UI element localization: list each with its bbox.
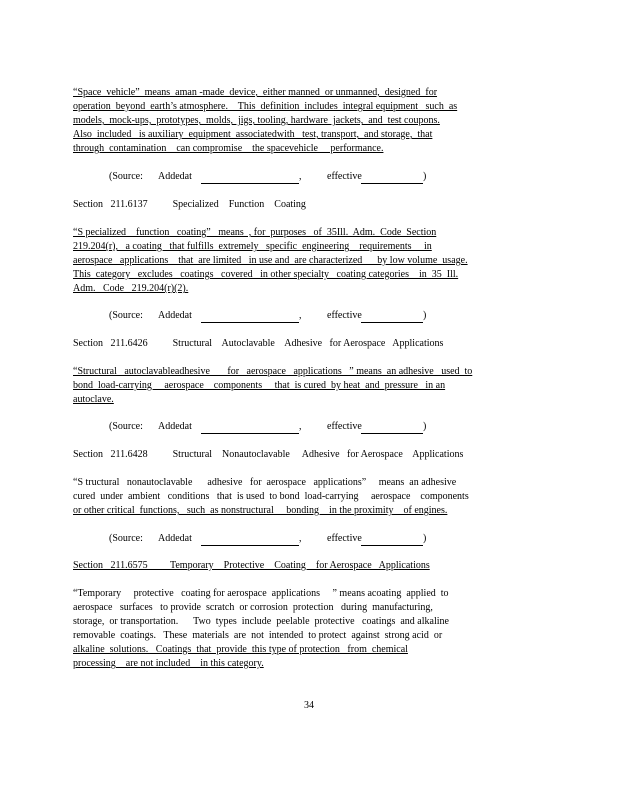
source-comma: , — [299, 171, 302, 182]
source-effective-label: effective — [327, 533, 362, 544]
source-added-label: Addedat — [158, 171, 192, 182]
blank-line — [361, 322, 423, 323]
text-line: “Temporary protective coating for aerospace applications ” means acoating applied to — [73, 588, 449, 599]
blank-line — [201, 183, 299, 184]
text-line: This category excludes coatings covered in other specialty coating categories in 35 Ill. — [73, 269, 459, 280]
section-6575-definition — [73, 587, 503, 671]
source-label: (Source: — [109, 421, 143, 432]
source-effective-label: effective — [327, 421, 362, 432]
source-close: ) — [423, 421, 427, 432]
text-line: operation beyond earth’s atmosphere. This definition includes integral equipment such as — [73, 101, 458, 112]
section-heading: Section 211.6137 Specialized Function Coating — [73, 199, 306, 210]
blank-line — [361, 545, 423, 546]
text-line: bond load-carrying aerospace components that is cured by heat and pressure in an — [73, 380, 446, 391]
text-line: “Space vehicle” means aman -made device, either manned or unmanned, designed for — [73, 87, 438, 98]
blank-line — [201, 433, 299, 434]
section-heading: Section 211.6426 Structural Autoclavable Adhesive for Aerospace Applications — [73, 338, 444, 349]
text-line: storage, or transportation. Two types include peelable protective coatings and alkaline — [73, 616, 449, 627]
source-added-label: Addedat — [158, 310, 192, 321]
text-line: aerospace applications that are limited in use and are characterized by low volume usage. — [73, 255, 468, 266]
text-line: removable coatings. These materials are not intended to protect against strong acid or — [73, 630, 443, 641]
text-line: Also included is auxiliary equipment associatedwith test, transport, and storage, that — [73, 129, 433, 140]
source-label: (Source: — [109, 533, 143, 544]
source-close: ) — [423, 533, 427, 544]
section-6428-definition — [73, 476, 503, 518]
text-line: “Structural autoclavableadhesive for aerospace applications ” means an adhesive used to — [73, 366, 473, 377]
source-close: ) — [423, 310, 427, 321]
text-line: alkaline solutions. Coatings that provide this type of protection from chemical — [73, 644, 408, 655]
text-line: aerospace surfaces to provide scratch or corrosion protection during manufacturing, — [73, 602, 433, 613]
text-line: “S tructural nonautoclavable adhesive for aerospace applications” means an adhesive — [73, 477, 457, 488]
source-effective-label: effective — [327, 310, 362, 321]
source-label: (Source: — [109, 171, 143, 182]
text-line: Adm. Code 219.204(r)(2). — [73, 283, 189, 294]
blank-line — [201, 545, 299, 546]
source-comma: , — [299, 421, 302, 432]
blank-line — [361, 183, 423, 184]
section-heading: Section 211.6428 Structural Nonautoclavable Adhesive for Aerospace Applications — [73, 449, 464, 460]
text-line: processing are not included in this category. — [73, 658, 264, 669]
section-heading: Section 211.6575 Temporary Protective Coating for Aerospace Applications — [73, 560, 430, 571]
page-number: 34 — [304, 700, 314, 711]
text-line: through contamination can compromise the spacevehicle performance. — [73, 143, 384, 154]
source-comma: , — [299, 310, 302, 321]
space-vehicle-definition — [73, 86, 503, 156]
text-line: or other critical functions, such as nonstructural bonding in the proximity of engines. — [73, 505, 448, 516]
source-close: ) — [423, 171, 427, 182]
blank-line — [201, 322, 299, 323]
section-6426-definition — [73, 365, 503, 407]
text-line: autoclave. — [73, 394, 114, 405]
source-effective-label: effective — [327, 171, 362, 182]
source-label: (Source: — [109, 310, 143, 321]
text-line: 219.204(r), a coating that fulfills extremely specific engineering requirements in — [73, 241, 432, 252]
section-6137-definition — [73, 226, 503, 296]
source-comma: , — [299, 533, 302, 544]
text-line: models, mock-ups, prototypes, molds, jigs, tooling, hardware jackets, and test coupons. — [73, 115, 440, 126]
source-added-label: Addedat — [158, 421, 192, 432]
text-line: “S pecialized function coating” means , for purposes of 35Ill. Adm. Code Section — [73, 227, 437, 238]
source-added-label: Addedat — [158, 533, 192, 544]
blank-line — [361, 433, 423, 434]
text-line: cured under ambient conditions that is used to bond load-carrying aerospace components — [73, 491, 469, 502]
